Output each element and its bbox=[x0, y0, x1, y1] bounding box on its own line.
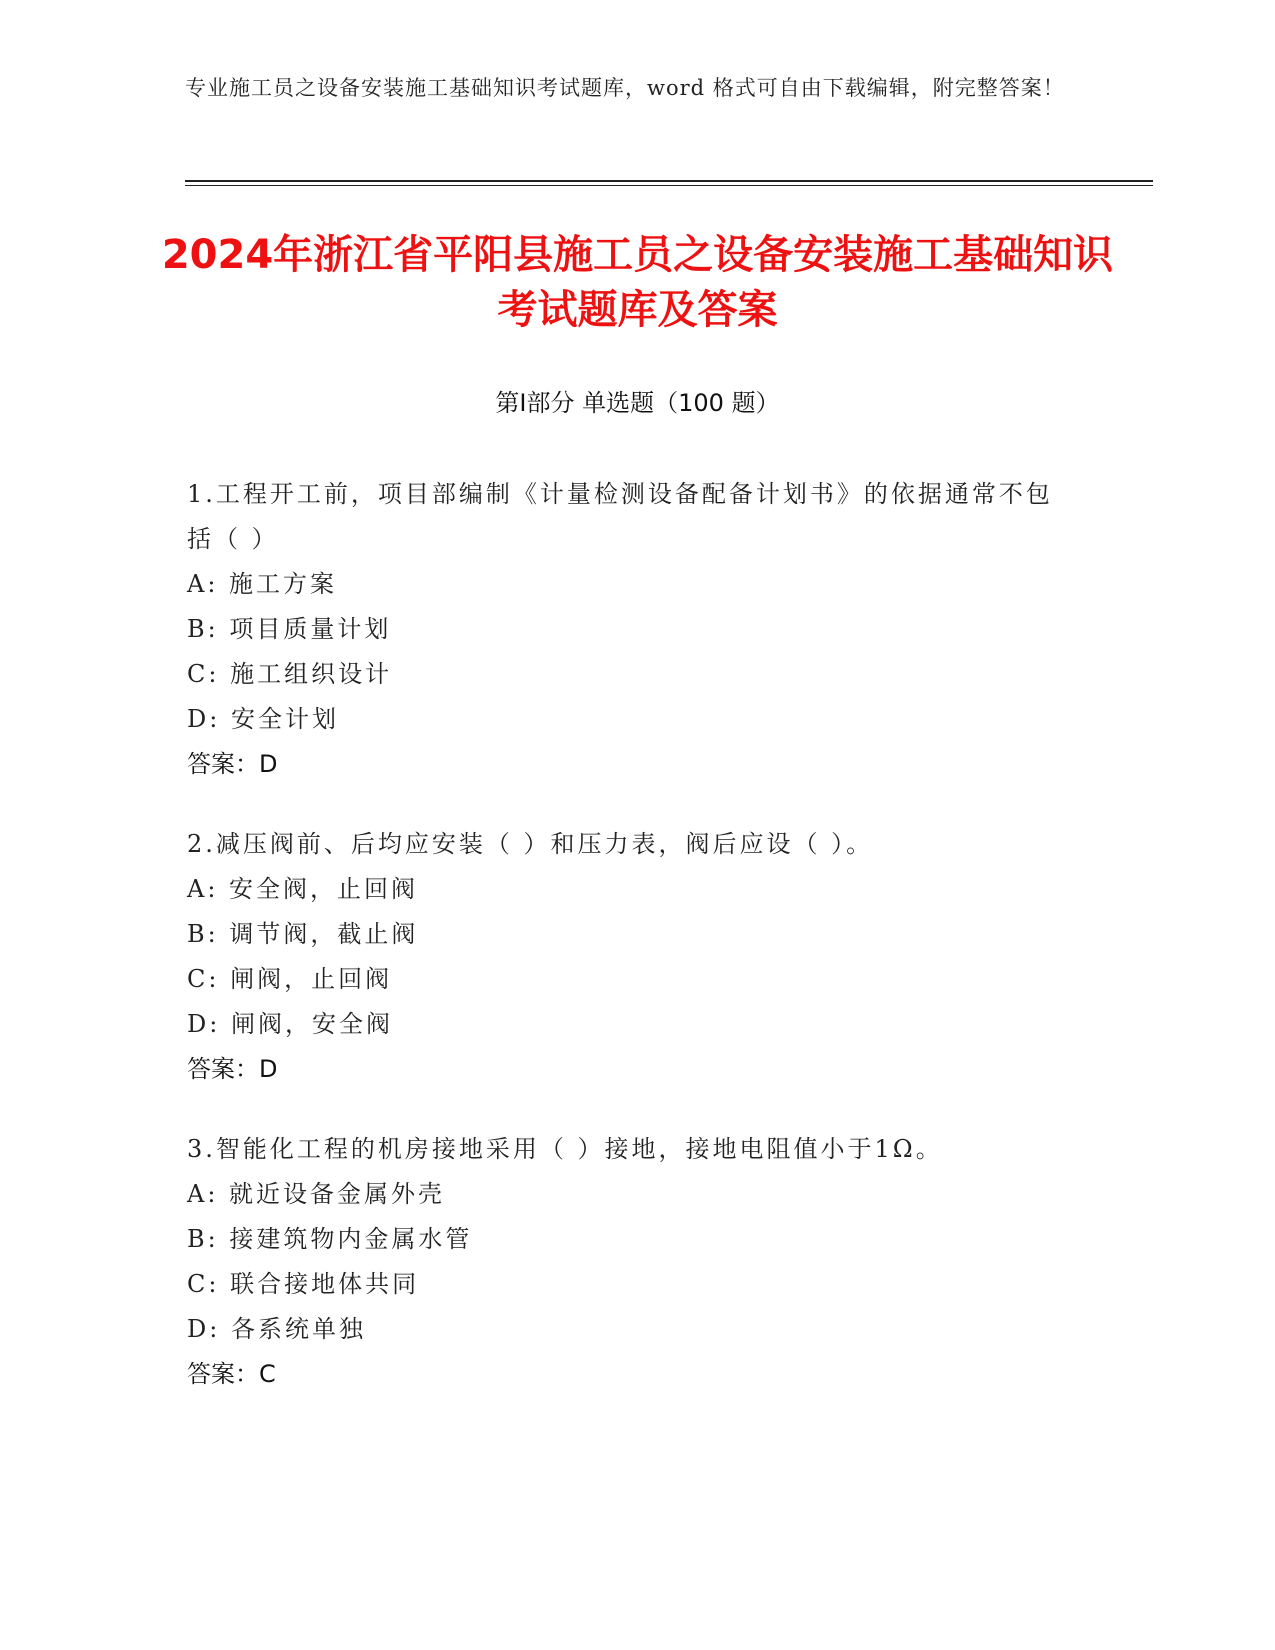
answer-line: 答案：C bbox=[187, 1360, 276, 1388]
question-2 bbox=[187, 822, 1067, 1092]
question-stem: 1.工程开工前，项目部编制《计量检测设备配备计划书》的依据通常不包括（ ） bbox=[187, 480, 1053, 553]
document-title: 2024年浙江省平阳县施工员之设备安装施工基础知识考试题库及答案 bbox=[161, 232, 1114, 333]
question-1 bbox=[187, 472, 1067, 787]
section-title: 第Ⅰ部分 单选题（100 题） bbox=[495, 389, 780, 417]
question-stem: 3.智能化工程的机房接地采用（ ）接地，接地电阻值小于1Ω。 bbox=[187, 1135, 943, 1163]
option-b: B: 项目质量计划 bbox=[187, 615, 392, 643]
option-b: B: 调节阀，截止阀 bbox=[187, 920, 419, 948]
header-note: 专业施工员之设备安装施工基础知识考试题库，word 格式可自由下载编辑，附完整答案！ bbox=[185, 76, 1065, 100]
header-divider-thin bbox=[185, 185, 1153, 186]
option-c: C: 施工组织设计 bbox=[187, 660, 393, 688]
option-d: D: 闸阀，安全阀 bbox=[187, 1010, 393, 1038]
option-d: D: 安全计划 bbox=[187, 705, 339, 733]
answer-line: 答案：D bbox=[187, 1055, 278, 1083]
option-a: A: 就近设备金属外壳 bbox=[187, 1180, 446, 1208]
option-c: C: 闸阀，止回阀 bbox=[187, 965, 393, 993]
header-divider-thick bbox=[185, 180, 1153, 182]
option-c: C: 联合接地体共同 bbox=[187, 1270, 420, 1298]
option-b: B: 接建筑物内金属水管 bbox=[187, 1225, 473, 1253]
question-3 bbox=[187, 1127, 1067, 1397]
option-d: D: 各系统单独 bbox=[187, 1315, 366, 1343]
question-stem: 2.减压阀前、后均应安装（ ）和压力表，阀后应设（ ）。 bbox=[187, 830, 874, 858]
answer-line: 答案：D bbox=[187, 750, 278, 778]
question-list bbox=[187, 472, 1067, 1432]
option-a: A: 施工方案 bbox=[187, 570, 338, 598]
option-a: A: 安全阀，止回阀 bbox=[187, 875, 419, 903]
